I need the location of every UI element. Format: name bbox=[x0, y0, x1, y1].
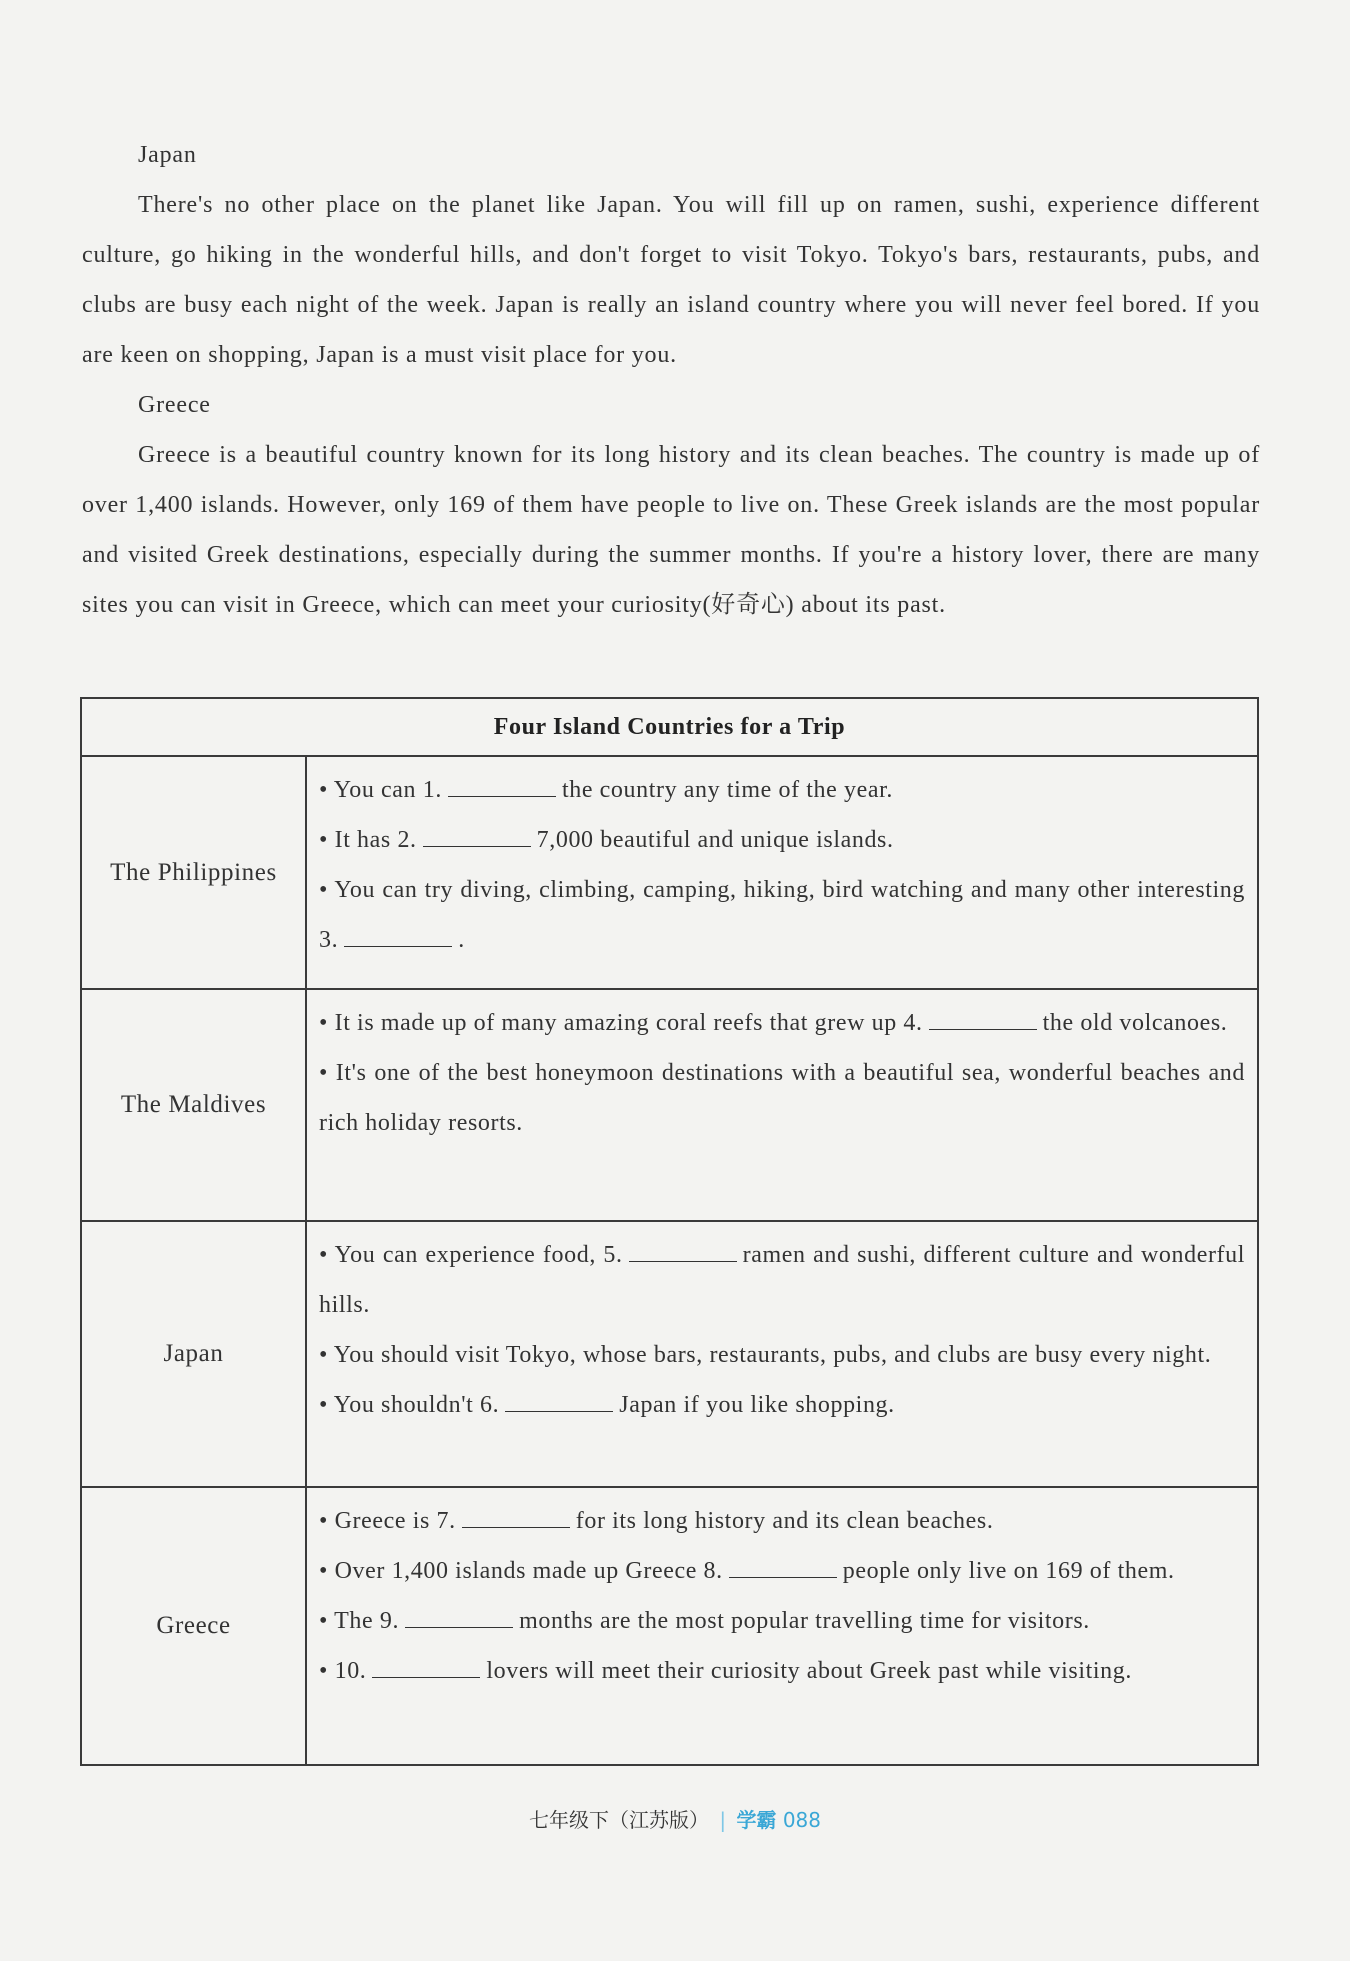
content-cell bbox=[306, 756, 1258, 989]
page-number: 088 bbox=[782, 1808, 821, 1832]
country-cell: Japan bbox=[81, 1221, 306, 1487]
table-title: Four Island Countries for a Trip bbox=[81, 698, 1258, 756]
blank-7-input[interactable] bbox=[462, 1501, 570, 1528]
reading-passage bbox=[82, 130, 1260, 630]
bullet-line: • It is made up of many amazing coral reefs that grew up 4. the old volcanoes. bbox=[319, 998, 1245, 1048]
blank-10-input[interactable] bbox=[372, 1651, 480, 1678]
bullet-line: • You shouldn't 6. Japan if you like shopping. bbox=[319, 1380, 1245, 1430]
table-row-japan bbox=[81, 1221, 1258, 1487]
country-cell: The Philippines bbox=[81, 756, 306, 989]
grade-label: 七年级下（江苏版） bbox=[528, 1808, 709, 1832]
blank-2-input[interactable] bbox=[423, 820, 531, 847]
blank-1-input[interactable] bbox=[448, 770, 556, 797]
blank-5-input[interactable] bbox=[629, 1235, 737, 1262]
content-cell bbox=[306, 1487, 1258, 1765]
brand-logo: 学霸 bbox=[736, 1808, 777, 1832]
greece-heading: Greece bbox=[138, 392, 211, 418]
blank-4-input[interactable] bbox=[929, 1003, 1037, 1030]
country-cell: The Maldives bbox=[81, 989, 306, 1221]
page-footer bbox=[0, 1804, 1350, 1833]
greece-paragraph: Greece is a beautiful country known for its long history and its clean beaches. The country is made up of over 1,400 islands. However, only 169 of them have people to live on. These Greek islands are the most popular and visited Greek destinations, especially during the summer months. If you're a history lover, there are many sites you can visit in Greece, which can meet your curiosity(好奇心) about its past. bbox=[82, 442, 1260, 618]
table-row-philippines bbox=[81, 756, 1258, 989]
content-cell bbox=[306, 1221, 1258, 1487]
bullet-line: • It has 2. 7,000 beautiful and unique islands. bbox=[319, 815, 1245, 865]
japan-paragraph: There's no other place on the planet like Japan. You will fill up on ramen, sushi, experience different culture, go hiking in the wonderful hills, and don't forget to visit Tokyo. Tokyo's bars, restaurants, pubs, and clubs are busy each night of the week. Japan is really an island country where you will never feel bored. If you are keen on shopping, Japan is a must visit place for you. bbox=[82, 192, 1260, 368]
blank-3-input[interactable] bbox=[344, 920, 452, 947]
table-row-maldives bbox=[81, 989, 1258, 1221]
bullet-line: • You can try diving, climbing, camping, hiking, bird watching and many other interesting 3. . bbox=[319, 877, 1245, 953]
bullet-line: • Greece is 7. for its long history and its clean beaches. bbox=[319, 1496, 1245, 1546]
bullet-line: • The 9. months are the most popular travelling time for visitors. bbox=[319, 1596, 1245, 1646]
blank-8-input[interactable] bbox=[729, 1551, 837, 1578]
bullet-line: • You can experience food, 5. ramen and sushi, different culture and wonderful hills. bbox=[319, 1230, 1245, 1330]
bullet-line: • It's one of the best honeymoon destinations with a beautiful sea, wonderful beaches and rich holiday resorts. bbox=[319, 1060, 1245, 1136]
table-row-greece bbox=[81, 1487, 1258, 1765]
summary-table bbox=[80, 697, 1259, 1766]
footer-separator: | bbox=[719, 1808, 727, 1832]
bullet-line: • You can 1. the country any time of the year. bbox=[319, 765, 1245, 815]
bullet-line: • Over 1,400 islands made up Greece 8. people only live on 169 of them. bbox=[319, 1546, 1245, 1596]
bullet-line: • You should visit Tokyo, whose bars, restaurants, pubs, and clubs are busy every night. bbox=[319, 1342, 1212, 1368]
bullet-line: • 10. lovers will meet their curiosity about Greek past while visiting. bbox=[319, 1646, 1245, 1696]
blank-6-input[interactable] bbox=[505, 1385, 613, 1412]
japan-heading: Japan bbox=[138, 142, 197, 168]
country-cell: Greece bbox=[81, 1487, 306, 1765]
blank-9-input[interactable] bbox=[405, 1601, 513, 1628]
content-cell bbox=[306, 989, 1258, 1221]
